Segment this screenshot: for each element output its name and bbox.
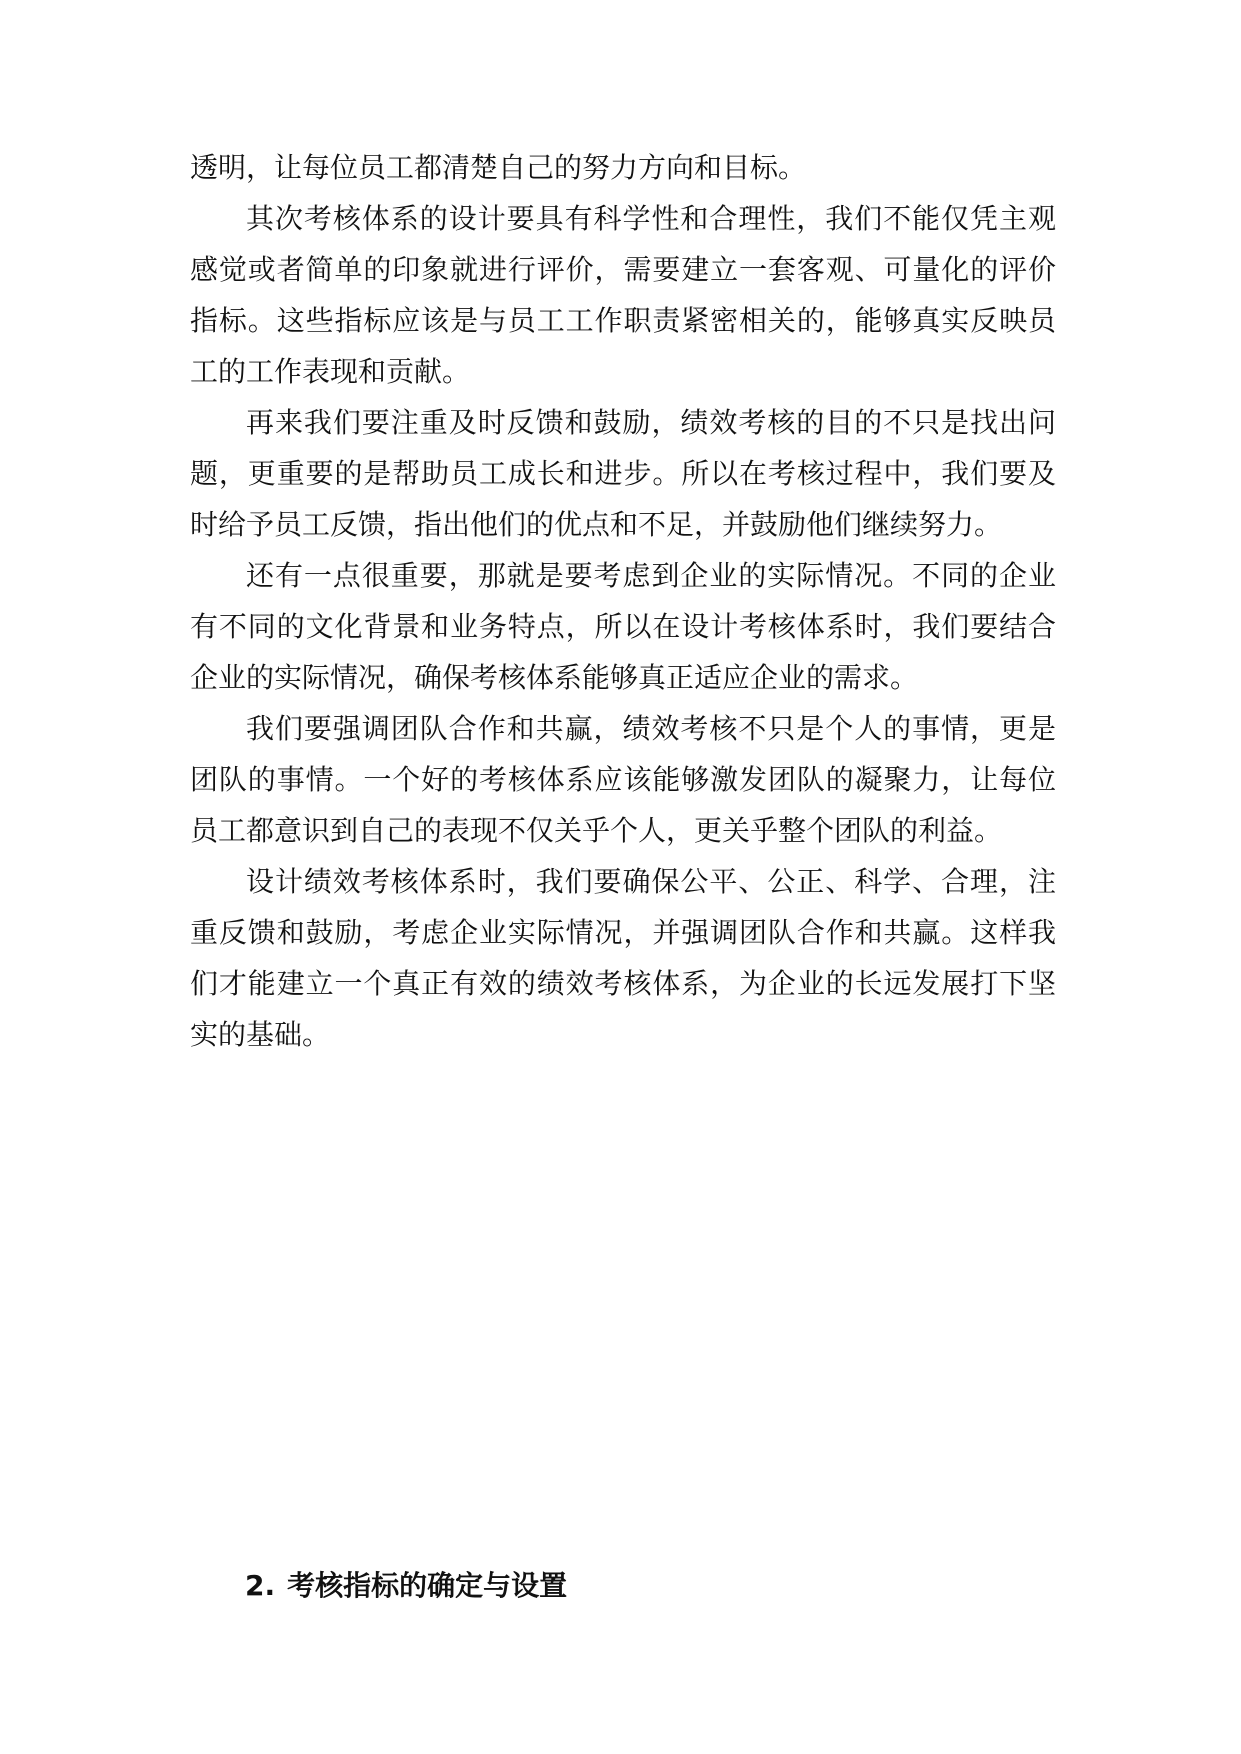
- body-text: [190, 142, 1056, 1060]
- paragraph-design-principles: 其次考核体系的设计要具有科学性和合理性，我们不能仅凭主观感觉或者简单的印象就进行评价，需要建立一套客观、可量化的评价指标。这些指标应该是与员工工作职责紧密相关的，能够真实反映员工的工作表现和贡献。: [190, 202, 1056, 388]
- paragraph-enterprise-context: 还有一点很重要，那就是要考虑到企业的实际情况。不同的企业有不同的文化背景和业务特点，所以在设计考核体系时，我们要结合企业的实际情况，确保考核体系能够真正适应企业的需求。: [190, 559, 1056, 694]
- section-number: 2.: [245, 1569, 276, 1602]
- paragraph-feedback: 再来我们要注重及时反馈和鼓励，绩效考核的目的不只是找出问题，更重要的是帮助员工成长和进步。所以在考核过程中，我们要及时给予员工反馈，指出他们的优点和不足，并鼓励他们继续努力。: [190, 406, 1056, 541]
- paragraph-teamwork: 我们要强调团队合作和共赢，绩效考核不只是个人的事情，更是团队的事情。一个好的考核体系应该能够激发团队的凝聚力，让每位员工都意识到自己的表现不仅关乎个人，更关乎整个团队的利益。: [190, 712, 1056, 847]
- section-title: 考核指标的确定与设置: [287, 1569, 568, 1602]
- paragraph-continuation: 透明，让每位员工都清楚自己的努力方向和目标。: [190, 151, 807, 184]
- section-heading: [245, 1566, 567, 1606]
- paragraph-summary: 设计绩效考核体系时，我们要确保公平、公正、科学、合理，注重反馈和鼓励，考虑企业实际情况，并强调团队合作和共赢。这样我们才能建立一个真正有效的绩效考核体系，为企业的长远发展打下坚实的基础。: [190, 865, 1056, 1051]
